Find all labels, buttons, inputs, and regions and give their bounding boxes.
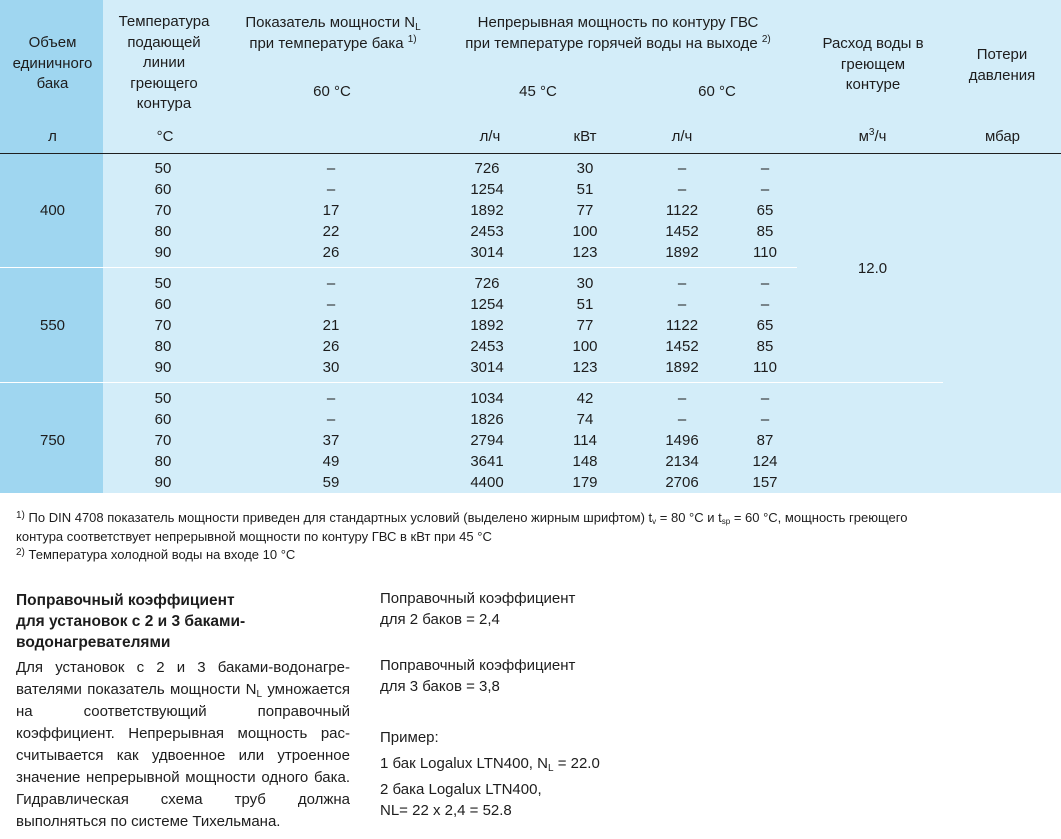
cell-kw-45: 100 bbox=[572, 338, 598, 355]
cell-lh-60: – bbox=[677, 275, 687, 292]
cell-lh-45: 3641 bbox=[470, 453, 504, 470]
group-divider-1 bbox=[0, 267, 797, 268]
cell-nl: – bbox=[326, 160, 336, 177]
cell-lh-45: 726 bbox=[474, 160, 500, 177]
cell-kw-45: 30 bbox=[576, 275, 594, 292]
cell-lh-60: 1892 bbox=[665, 244, 699, 261]
cell-lh-60: – bbox=[677, 390, 687, 407]
section-paragraph: Для установок с 2 и 3 баками-водонагревателями показатель мощности $N_L$ умножается на соответствующий поправочный коэффициент. Непрерывная мощность рассчитывается как удвоенное или утроенное значение непрерывной мощности одного бака. Гидравлическая схема труб должна выполняться по системе Тихельмана. bbox=[16, 659, 350, 830]
footnote-1: $^{1)}$ По DIN 4708 показатель мощности приведен для стандартных условий (выделено жирным шрифтом) $t_v = 80$ °C и $t_{sp} = 60$ °C, мощность греющего bbox=[16, 510, 908, 526]
cell-lh-60: 1496 bbox=[665, 432, 699, 449]
cell-lh-45: 1892 bbox=[470, 202, 504, 219]
example-label: Пример: bbox=[380, 729, 439, 746]
cell-flow-temp: 80 bbox=[154, 223, 172, 240]
factor-3-line2: для 3 баков = 3,8 bbox=[380, 678, 500, 695]
cell-nl: 21 bbox=[322, 317, 340, 334]
cell-lh-60: – bbox=[677, 160, 687, 177]
cell-flow-temp: 70 bbox=[154, 202, 172, 219]
cell-flow-temp: 60 bbox=[154, 181, 172, 198]
cell-nl: – bbox=[326, 390, 336, 407]
cell-kw-45: 114 bbox=[573, 432, 597, 449]
flow-rate-value: 12.0 bbox=[857, 260, 888, 277]
cell-lh-60: 1452 bbox=[665, 338, 699, 355]
cell-kw-60: – bbox=[760, 181, 770, 198]
cell-flow-temp: 80 bbox=[154, 453, 172, 470]
cell-lh-45: 3014 bbox=[470, 359, 504, 376]
cell-kw-60: – bbox=[760, 160, 770, 177]
cell-kw-45: 51 bbox=[576, 181, 594, 198]
cell-nl: 22 bbox=[322, 223, 340, 240]
cell-kw-60: – bbox=[760, 390, 770, 407]
cell-kw-60: 87 bbox=[756, 432, 774, 449]
cell-kw-60: 85 bbox=[756, 338, 774, 355]
cell-lh-45: 1826 bbox=[470, 411, 504, 428]
cell-flow-temp: 80 bbox=[154, 338, 172, 355]
cell-lh-45: 1254 bbox=[470, 296, 504, 313]
cell-lh-45: 4400 bbox=[470, 474, 504, 491]
cell-kw-60: 65 bbox=[756, 317, 774, 334]
cell-kw-45: 51 bbox=[576, 296, 594, 313]
header-continuous: Непрерывная мощность по контуру ГВС при температуре горячей воды на выходе $^{2)}$ bbox=[465, 14, 771, 52]
cell-flow-temp: 90 bbox=[154, 474, 172, 491]
cell-flow-temp: 60 bbox=[154, 296, 172, 313]
cell-lh-60: 1122 bbox=[665, 317, 699, 334]
cell-flow-temp: 50 bbox=[154, 275, 172, 292]
cell-flow-temp: 90 bbox=[154, 244, 172, 261]
cell-kw-45: 42 bbox=[576, 390, 594, 407]
cell-flow-temp: 50 bbox=[154, 160, 172, 177]
factor-3-line1: Поправочный коэффициент bbox=[380, 657, 576, 674]
cell-flow-temp: 70 bbox=[154, 432, 172, 449]
unit-volume: л bbox=[48, 128, 57, 145]
cell-kw-45: 179 bbox=[572, 474, 598, 491]
example-2-line1: 2 бака Logalux LTN400, bbox=[380, 781, 542, 798]
cell-kw-60: – bbox=[760, 411, 770, 428]
cell-nl: – bbox=[326, 275, 336, 292]
cell-flow-temp: 70 bbox=[154, 317, 172, 334]
example-1: 1 бак Logalux LTN400, $N_L = 22.0$ bbox=[380, 755, 600, 774]
example-2-line2: NL= 22 x 2,4 = 52.8 bbox=[380, 802, 512, 819]
cell-lh-60: 2706 bbox=[665, 474, 699, 491]
cell-kw-45: 123 bbox=[572, 244, 598, 261]
cell-volume: 750 bbox=[39, 432, 66, 449]
factor-2-line2: для 2 баков = 2,4 bbox=[380, 611, 500, 628]
cell-nl: 26 bbox=[322, 244, 340, 261]
unit-lh-60: л/ч bbox=[671, 128, 693, 145]
cell-nl: 49 bbox=[322, 453, 340, 470]
cell-lh-45: 1034 bbox=[470, 390, 504, 407]
header-nl-temp: 60 °C bbox=[313, 83, 351, 100]
cell-kw-60: 110 bbox=[753, 359, 777, 376]
cell-nl: 26 bbox=[322, 338, 340, 355]
header-volume: Объем единичного бака bbox=[12, 34, 93, 92]
cell-nl: – bbox=[326, 181, 336, 198]
header-nl: Показатель мощности $N_L$ при температуре бака $^{1)}$ bbox=[245, 14, 421, 52]
unit-kw-45: кВт bbox=[573, 128, 597, 145]
header-flowrate: Расход воды в греющем контуре bbox=[822, 35, 924, 93]
cell-kw-60: 65 bbox=[756, 202, 774, 219]
cell-nl: 17 bbox=[322, 202, 340, 219]
cell-kw-60: – bbox=[760, 296, 770, 313]
unit-temp: °C bbox=[156, 128, 174, 145]
unit-pressure: мбар bbox=[984, 128, 1021, 145]
cell-nl: 59 bbox=[322, 474, 340, 491]
cell-volume: 550 bbox=[39, 317, 66, 334]
unit-lh-45: л/ч bbox=[479, 128, 501, 145]
cell-lh-45: 2453 bbox=[470, 338, 504, 355]
cell-nl: 37 bbox=[322, 432, 340, 449]
cell-lh-60: 1892 bbox=[665, 359, 699, 376]
header-divider bbox=[0, 153, 1061, 154]
cell-kw-60: 124 bbox=[752, 453, 778, 470]
footnote-2: $^{2)}$ Температура холодной воды на входе 10 °C bbox=[16, 547, 296, 562]
cell-lh-60: – bbox=[677, 181, 687, 198]
cell-lh-60: – bbox=[677, 296, 687, 313]
cell-kw-45: 77 bbox=[576, 317, 594, 334]
cell-volume: 400 bbox=[39, 202, 66, 219]
cell-flow-temp: 90 bbox=[154, 359, 172, 376]
header-flow-temp: Температура подающей линии греющего контура bbox=[118, 13, 210, 112]
cell-kw-45: 148 bbox=[572, 453, 598, 470]
cell-kw-60: 157 bbox=[752, 474, 778, 491]
header-cont-60: 60 °C bbox=[698, 83, 736, 100]
cell-lh-60: 1452 bbox=[665, 223, 699, 240]
cell-lh-45: 3014 bbox=[470, 244, 504, 261]
factor-2-line1: Поправочный коэффициент bbox=[380, 590, 576, 607]
header-cont-45: 45 °C bbox=[519, 83, 557, 100]
cell-kw-45: 100 bbox=[572, 223, 598, 240]
cell-kw-60: 110 bbox=[753, 244, 777, 261]
cell-lh-45: 1892 bbox=[470, 317, 504, 334]
footnote-1-cont: контура соответствует непрерывной мощности по контуру ГВС в кВт при 45 °C bbox=[16, 529, 492, 544]
cell-kw-45: 77 bbox=[576, 202, 594, 219]
cell-kw-60: – bbox=[760, 275, 770, 292]
group-divider-2 bbox=[0, 382, 943, 383]
cell-nl: 30 bbox=[322, 359, 340, 376]
cell-kw-60: 85 bbox=[756, 223, 774, 240]
cell-kw-45: 123 bbox=[572, 359, 598, 376]
cell-lh-45: 2794 bbox=[470, 432, 504, 449]
cell-lh-45: 2453 bbox=[470, 223, 504, 240]
cell-flow-temp: 60 bbox=[154, 411, 172, 428]
unit-flowrate: $м^3/ч$ bbox=[858, 127, 887, 145]
cell-lh-45: 726 bbox=[474, 275, 500, 292]
header-pressure: Потери давления bbox=[968, 46, 1036, 84]
cell-nl: – bbox=[326, 411, 336, 428]
cell-lh-60: – bbox=[677, 411, 687, 428]
section-heading: Поправочный коэффициент для установок с 2 и 3 баками- водонагревателями bbox=[16, 592, 246, 651]
cell-lh-45: 1254 bbox=[470, 181, 504, 198]
cell-kw-45: 30 bbox=[576, 160, 594, 177]
cell-flow-temp: 50 bbox=[154, 390, 172, 407]
cell-kw-45: 74 bbox=[576, 411, 594, 428]
cell-nl: – bbox=[326, 296, 336, 313]
cell-lh-60: 1122 bbox=[665, 202, 699, 219]
cell-lh-60: 2134 bbox=[665, 453, 699, 470]
